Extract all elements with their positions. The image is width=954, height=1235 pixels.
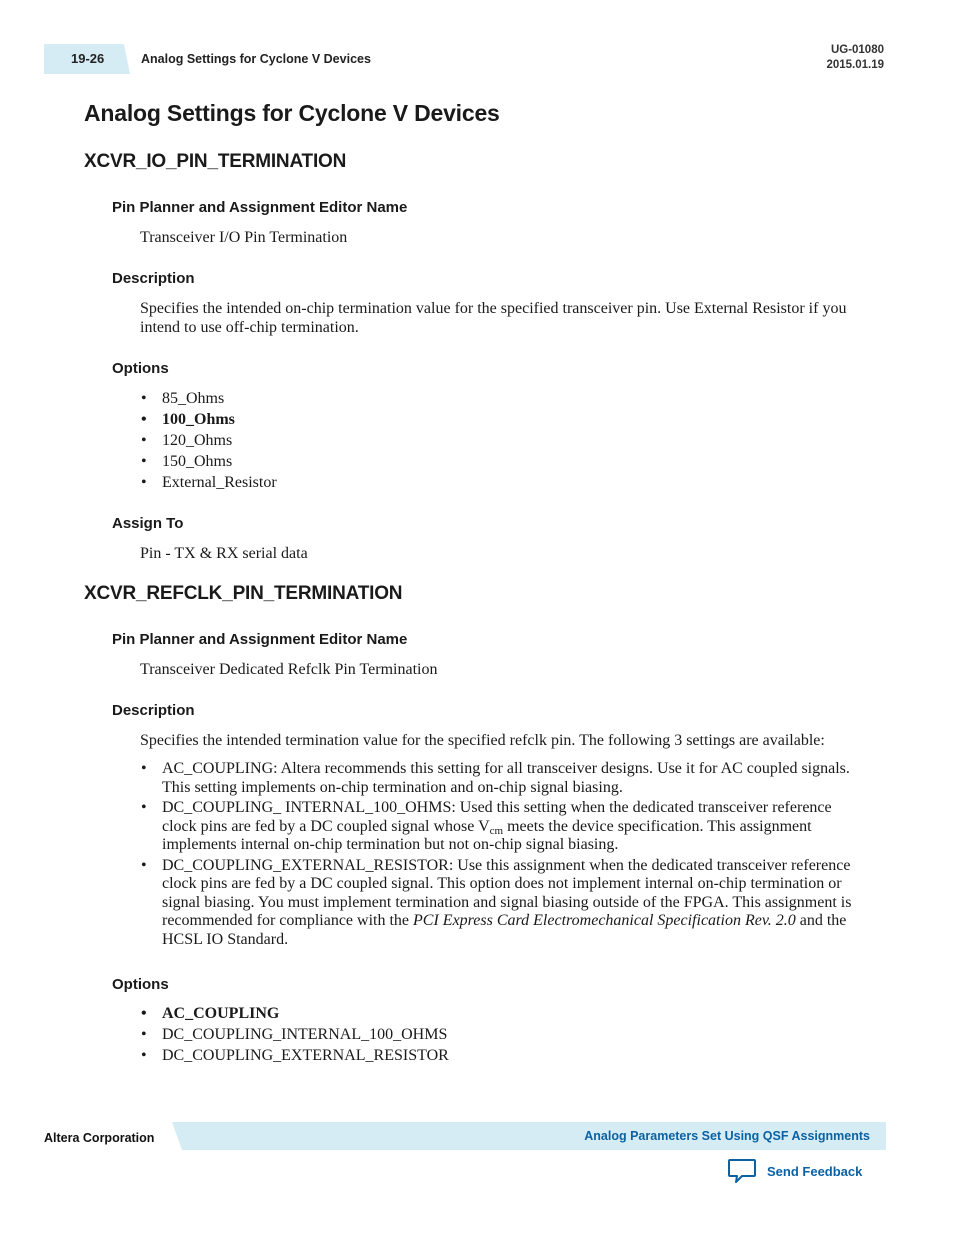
chapter-link[interactable]: Analog Parameters Set Using QSF Assignments [584,1129,870,1143]
page-number: 19-26 [71,51,105,66]
editor-name-value: Transceiver Dedicated Refclk Pin Termination [140,661,438,678]
options-list [140,388,277,493]
section-heading-io-pin: XCVR_IO_PIN_TERMINATION [84,151,347,172]
running-section-title: Analog Settings for Cyclone V Devices [141,52,371,66]
description-text: Specifies the intended on-chip termination value for the specified transceiver pin. Use External Resistor if you intend to use off-chip termination. [140,300,847,336]
doc-id-block [826,43,884,73]
assign-to-value: Pin - TX & RX serial data [140,545,308,562]
description-heading: Description [112,270,195,287]
page-title: Analog Settings for Cyclone V Devices [84,100,500,126]
editor-name-heading: Pin Planner and Assignment Editor Name [112,199,408,216]
speech-bubble-icon [727,1158,757,1184]
description-heading: Description [112,702,195,719]
section-heading-refclk-pin: XCVR_REFCLK_PIN_TERMINATION [84,583,403,604]
list-item: • 85_Ohms [140,388,277,409]
subscript: cm [489,824,504,837]
doc-date: 2015.01.19 [826,59,884,71]
send-feedback-label[interactable]: Send Feedback [767,1163,863,1179]
bullet-text: DC_COUPLING_ INTERNAL_100_OHMS: Used this setting when the dedicated transceiver reference clock pins are fed by a DC coupled signal whose V [162,799,832,835]
list-item: • DC_COUPLING_INTERNAL_100_OHMS [140,1024,449,1045]
description-text: Specifies the intended termination value for the specified refclk pin. The following 3 settings are available: [140,732,825,749]
list-item [140,799,870,855]
bullet-text: DC_COUPLING_EXTERNAL_RESISTOR: Use this assignment when the dedicated transceiver reference clock pins are fed by a DC coupled signal. This option does not implement internal on-chip termination or signal biasing. You must implement termination and signal biasing outside of the FPGA. This assignment is recommended for compliance with the [162,856,852,929]
bullet-text: and the HCSL IO Standard. [162,912,847,948]
list-item: • DC_COUPLING_EXTERNAL_RESISTOR [140,1045,449,1066]
company-name: Altera Corporation [44,1131,155,1145]
list-item [140,857,870,950]
editor-name-heading: Pin Planner and Assignment Editor Name [112,631,408,648]
options-heading: Options [112,976,169,993]
list-item: • External_Resistor [140,472,277,493]
list-item-default: • 100_Ohms [140,409,277,430]
list-item-default: • AC_COUPLING [140,1003,449,1024]
editor-name-value: Transceiver I/O Pin Termination [140,229,348,246]
list-item: • 150_Ohms [140,451,277,472]
bullet-text: meets the device specification. This assignment implements internal on-chip termination but not on-chip signal biasing. [162,817,812,853]
assign-to-heading: Assign To [112,515,184,532]
options-list [140,1003,449,1066]
list-item: • AC_COUPLING: Altera recommends this setting for all transceiver designs. Use it for AC coupled signals. This setting implements on-chip termination and on-chip signal biasing. [140,760,870,797]
options-heading: Options [112,360,169,377]
doc-id: UG-01080 [830,44,884,56]
description-bullets [140,760,870,951]
send-feedback-button[interactable] [727,1158,862,1184]
spec-title: PCI Express Card Electromechanical Specification Rev. 2.0 [413,912,796,929]
list-item: • 120_Ohms [140,430,277,451]
